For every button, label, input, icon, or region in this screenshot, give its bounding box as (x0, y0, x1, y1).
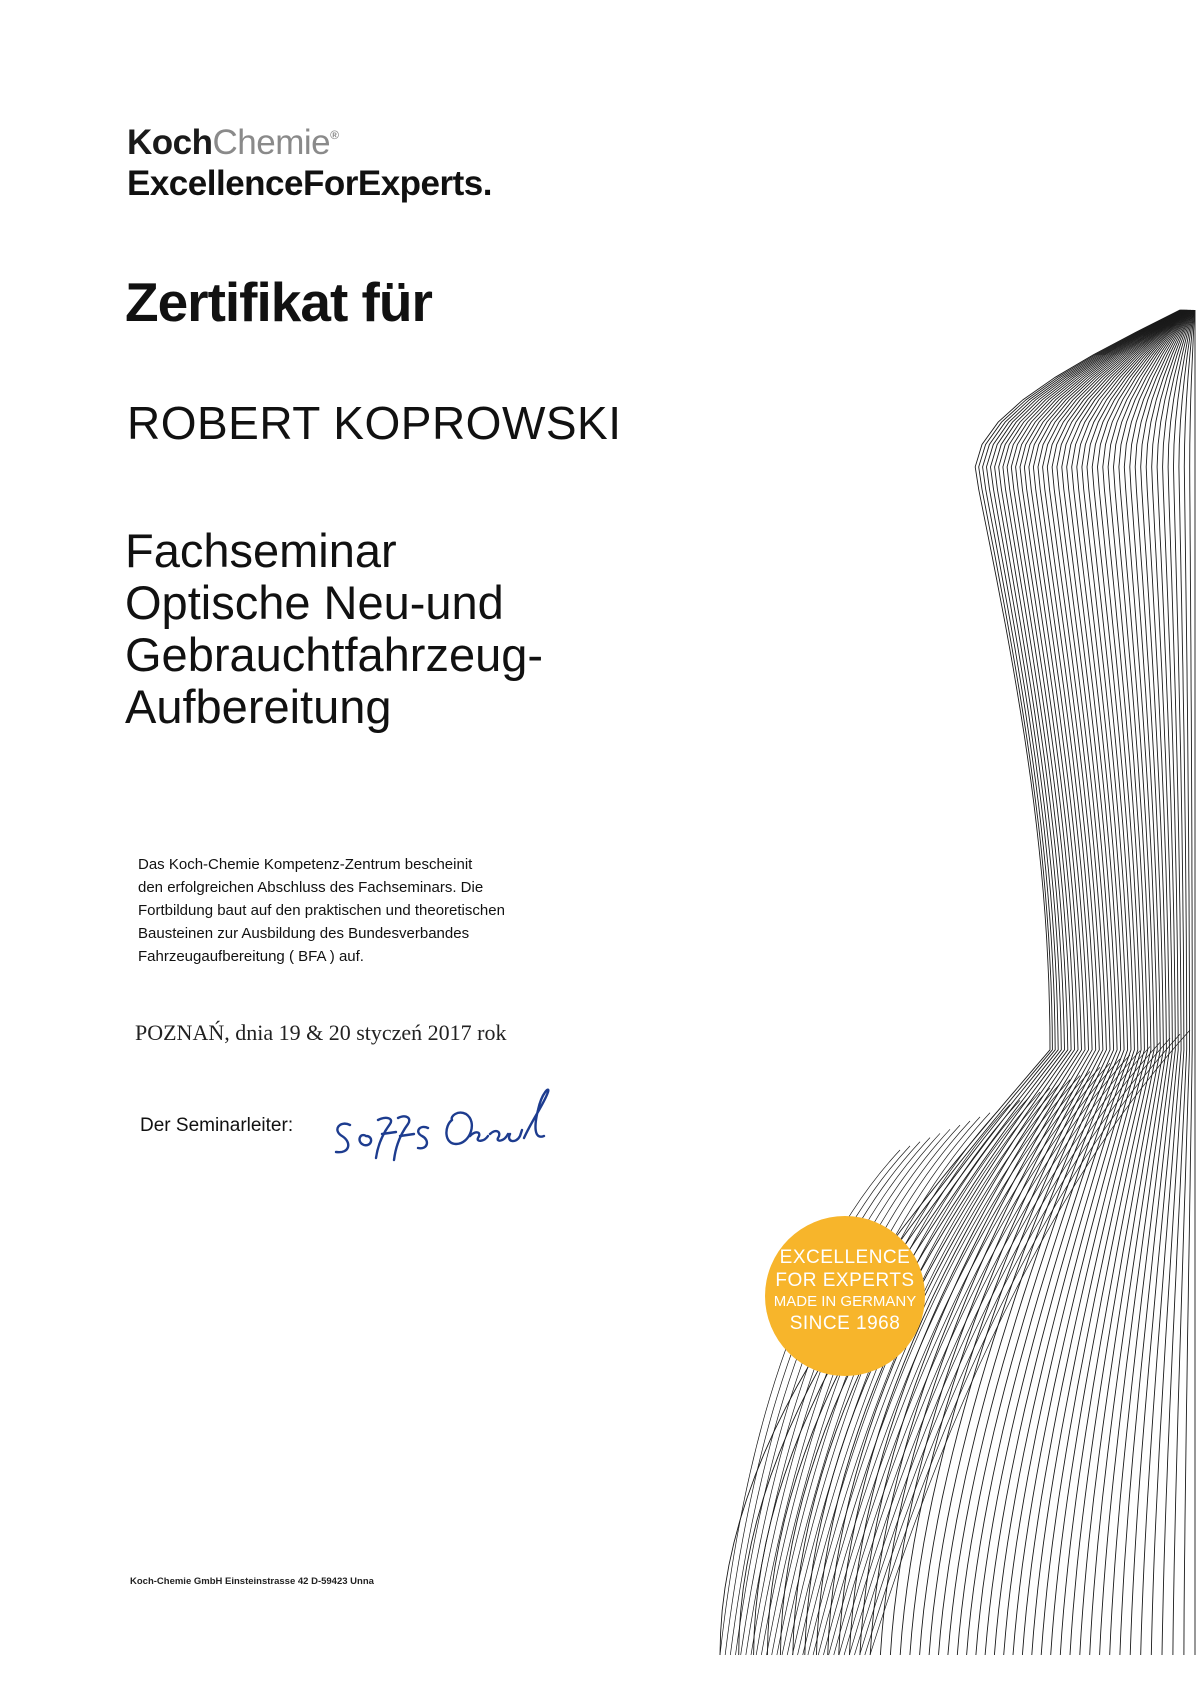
logo-tagline: ExcellenceForExperts. (127, 164, 492, 204)
koch-chemie-logo (127, 122, 492, 205)
seminar-title-line: Aufbereitung (125, 680, 392, 733)
wave-line (1090, 310, 1192, 1655)
wave-line (1004, 310, 1188, 1655)
wave-line (1070, 310, 1191, 1655)
logo-brand-koch: Koch (127, 123, 213, 162)
wave-line (767, 310, 1181, 1655)
handwritten-signature (320, 1070, 620, 1170)
logo-brand-chemie: Chemie (212, 123, 331, 162)
signature-label: Der Seminarleiter: (140, 1115, 294, 1136)
recipient-name: ROBERT KOPROWSKI (127, 397, 622, 449)
seal-line: MADE IN GERMANY (773, 1293, 917, 1310)
seminar-title-line: Fachseminar (125, 524, 397, 577)
logo-registered-mark: ® (330, 128, 339, 142)
wave-line (976, 310, 1187, 1655)
wave-line (839, 310, 1183, 1655)
body-text-line: Fahrzeugaufbereitung ( BFA ) auf. (138, 948, 364, 965)
certificate-body-text (138, 853, 505, 968)
certificate-title: Zertifikat für (125, 271, 432, 333)
wave-line (1151, 310, 1193, 1655)
seal-line: EXCELLENCE (779, 1247, 911, 1268)
body-text-line: den erfolgreichen Abschluss des Fachseminars. Die (138, 879, 484, 896)
body-text-line: Das Koch-Chemie Kompetenz-Zentrum bescheinit (138, 856, 473, 873)
wave-line (1041, 310, 1189, 1655)
seal-line: FOR EXPERTS (775, 1270, 915, 1291)
wave-line (890, 310, 1184, 1655)
company-address-footer: Koch-Chemie GmbH Einsteinstrasse 42 D-59423 Unna (130, 1576, 374, 1587)
wave-line (920, 310, 1186, 1655)
seal-line: SINCE 1968 (789, 1313, 901, 1334)
seminar-title-line: Gebrauchtfahrzeug- (125, 628, 544, 681)
body-text-line: Bausteinen zur Ausbildung des Bundesverbandes (138, 925, 470, 942)
place-and-date: POZNAŃ, dnia 19 & 20 styczeń 2017 rok (135, 1020, 507, 1045)
wave-line (780, 310, 1181, 1655)
wave-line (870, 310, 1183, 1655)
excellence-seal (765, 1216, 925, 1376)
body-text-line: Fortbildung baut auf den praktischen und theoretischen (138, 902, 505, 919)
seminar-title (125, 525, 543, 733)
seminar-title-line: Optische Neu-und (125, 576, 504, 629)
